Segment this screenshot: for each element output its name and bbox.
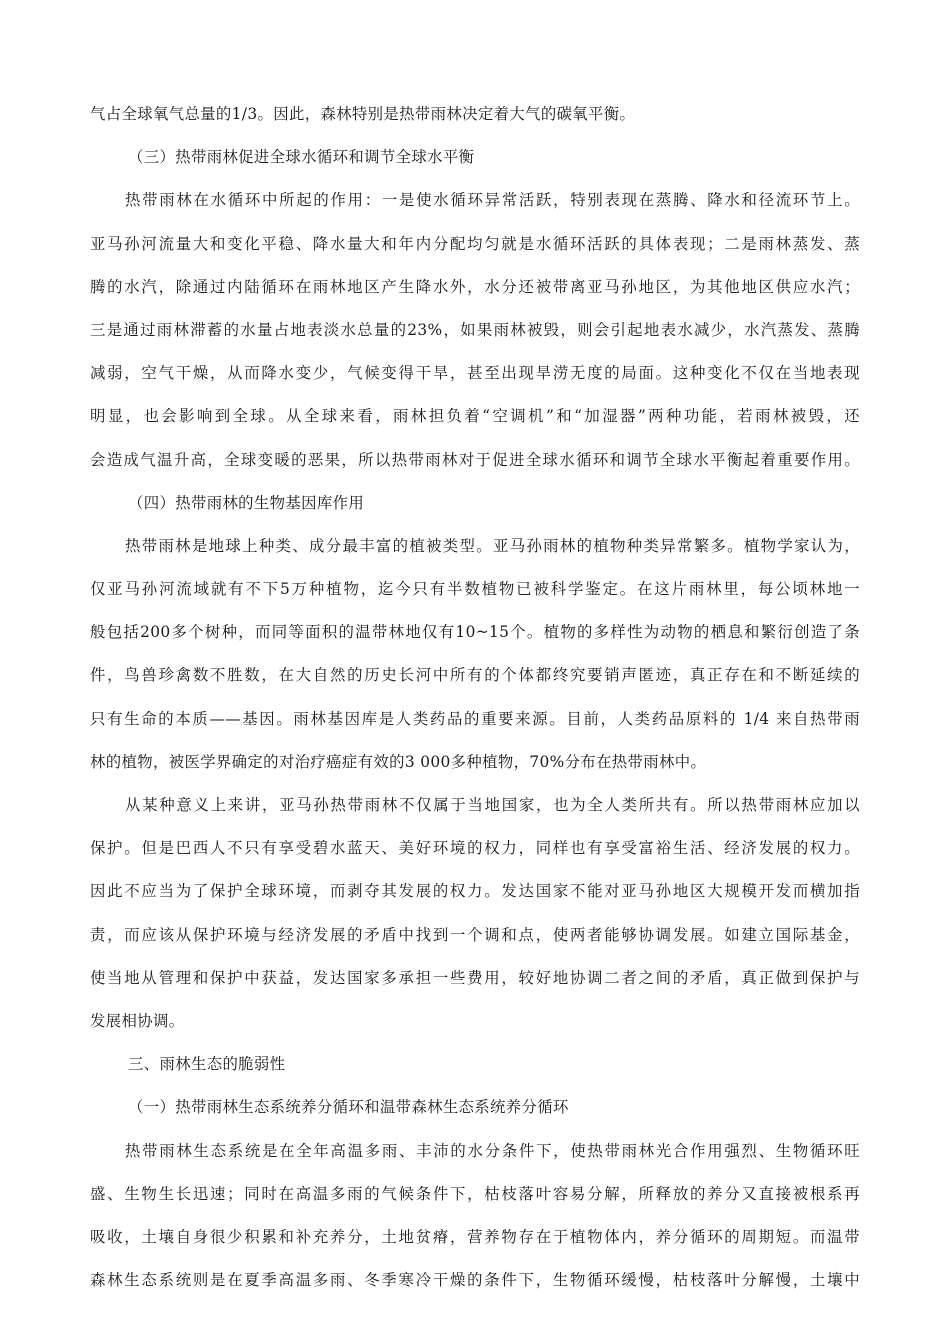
paragraph-line: 从某种意义上来讲，亚马孙热带雨林不仅属于当地国家，也为全人类所共有。所以热带雨林应加以 (125, 796, 860, 814)
paragraph-line: 气占全球氧气总量的1/3。因此，森林特别是热带雨林决定着大气的碳氧平衡。 (90, 105, 636, 123)
section-heading: 三、雨林生态的脆弱性 (128, 1055, 286, 1074)
paragraph-line: 件，鸟兽珍禽数不胜数，在大自然的历史长河中所有的个体都终究要销声匿迹，真正存在和不断延续的 (90, 666, 860, 685)
subsection-heading: （一）热带雨林生态系统养分循环和温带森林生态系统养分循环 (128, 1098, 569, 1117)
paragraph-line: 减弱，空气干燥，从而降水变少，气候变得干旱，甚至出现旱涝无度的局面。这种变化不仅在当地表现 (90, 364, 860, 383)
paragraph-line: 责，而应该从保护环境与经济发展的矛盾中找到一个调和点，使两者能够协调发展。如建立国际基金， (90, 925, 860, 944)
paragraph-line: 吸收，土壤自身很少积累和补充养分，土地贫瘠，营养物存在于植物体内，养分循环的周期短。而温带 (90, 1227, 860, 1246)
paragraph-line: 林的植物，被医学界确定的对治疗癌症有效的3 000多种植物，70%分布在热带雨林中。 (90, 752, 707, 771)
paragraph-line: 森林生态系统则是在夏季高温多雨、冬季寒冷干燥的条件下，生物循环缓慢，枯枝落叶分解慢，土壤中 (90, 1271, 860, 1290)
paragraph-line: 亚马孙河流量大和变化平稳、降水量大和年内分配均匀就是水循环活跃的具体表现；二是雨林蒸发、蒸 (90, 234, 860, 253)
paragraph-line: 明显，也会影响到全球。从全球来看，雨林担负着“空调机”和“加湿器”两种功能，若雨林被毁，还 (90, 407, 860, 426)
paragraph-line: 发展相协调。 (90, 1011, 185, 1030)
section-heading: （三）热带雨林促进全球水循环和调节全球水平衡 (128, 148, 475, 167)
paragraph-line: 热带雨林生态系统是在全年高温多雨、丰沛的水分条件下，使热带雨林光合作用强烈、生物循环旺 (125, 1141, 860, 1160)
paragraph-line: 盛、生物生长迅速；同时在高温多雨的气候条件下，枯枝落叶容易分解，所释放的养分又直接被根系再 (90, 1184, 860, 1203)
paragraph-line: 热带雨林在水循环中所起的作用：一是使水循环异常活跃，特别表现在蒸腾、降水和径流环节上。 (125, 191, 860, 210)
paragraph-line: 保护。但是巴西人不只有享受碧水蓝天、美好环境的权力，同样也有享受富裕生活、经济发展的权力。 (90, 839, 860, 858)
section-heading: （四）热带雨林的生物基因库作用 (128, 493, 365, 512)
paragraph-line: 腾的水汽，除通过内陆循环在雨林地区产生降水外，水分还被带离亚马孙地区，为其他地区供应水汽； (90, 277, 860, 296)
paragraph-line: 使当地从管理和保护中获益，发达国家多承担一些费用，较好地协调二者之间的矛盾，真正做到保护与 (90, 968, 860, 987)
paragraph-line: 仅亚马孙河流域就有不下5万种植物，迄今只有半数植物已被科学鉴定。在这片雨林里，每公顷林地一 (90, 580, 860, 599)
document-page (90, 93, 860, 1302)
paragraph-line: 热带雨林是地球上种类、成分最丰富的植被类型。亚马孙雨林的植物种类异常繁多。植物学家认为， (125, 536, 860, 555)
paragraph-line: 会造成气温升高，全球变暖的恶果，所以热带雨林对于促进全球水循环和调节全球水平衡起着重要作用。 (90, 450, 860, 469)
paragraph-line: 因此不应当为了保护全球环境，而剥夺其发展的权力。发达国家不能对亚马孙地区大规模开发而横加指 (90, 882, 860, 901)
paragraph-line: 般包括200多个树种，而同等面积的温带林地仅有10~15个。植物的多样性为动物的栖息和繁衍创造了条 (90, 623, 860, 642)
paragraph-line: 只有生命的本质——基因。雨林基因库是人类药品的重要来源。目前，人类药品原料的 1/4 来自热带雨 (90, 709, 860, 728)
paragraph-line: 三是通过雨林滞蓄的水量占地表淡水总量的23%，如果雨林被毁，则会引起地表水减少，水汽蒸发、蒸腾 (90, 320, 860, 339)
